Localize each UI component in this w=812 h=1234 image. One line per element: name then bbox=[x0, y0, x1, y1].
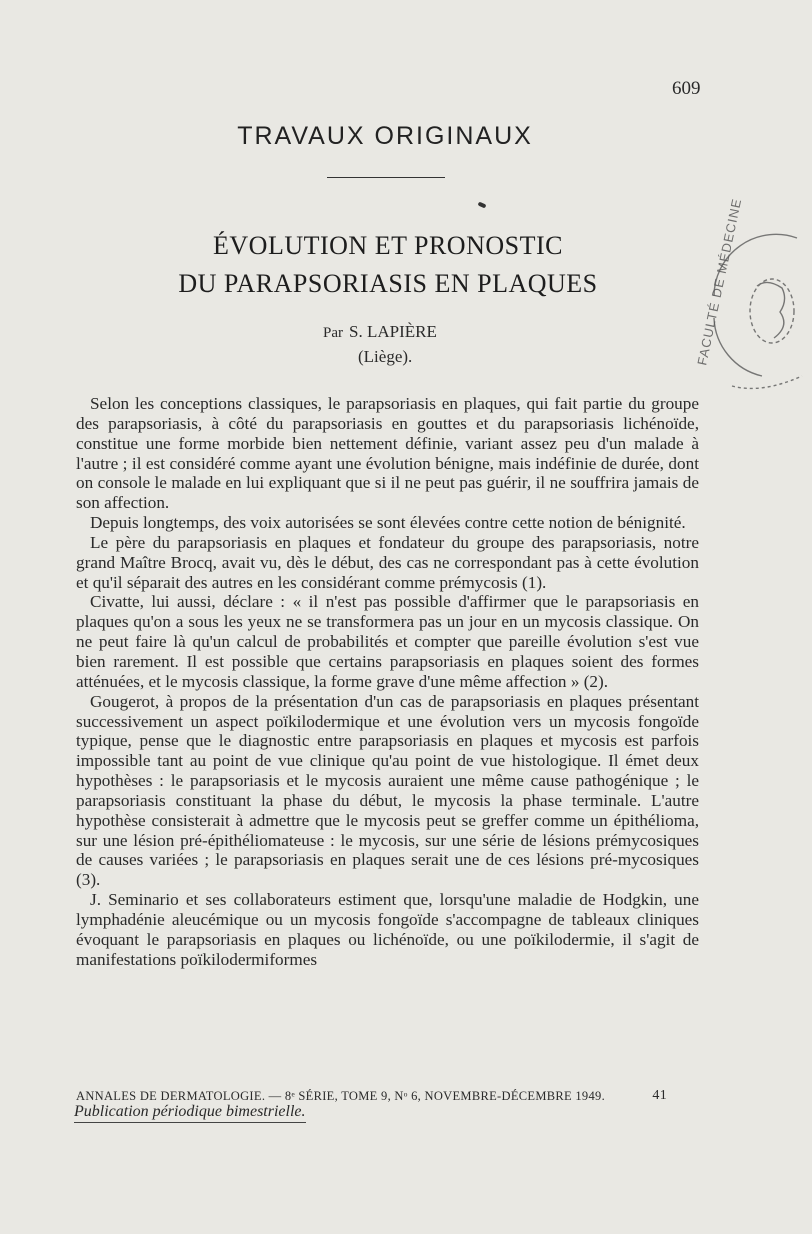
article-title bbox=[0, 227, 776, 303]
article-body bbox=[76, 394, 699, 969]
author-name: S. LAPIÈRE bbox=[349, 322, 437, 341]
title-rule bbox=[327, 177, 445, 178]
article-title-line-1: ÉVOLUTION ET PRONOSTIC bbox=[213, 231, 563, 260]
library-stamp bbox=[694, 196, 812, 394]
publication-note: Publication périodique bimestrielle. bbox=[74, 1103, 306, 1123]
article-title-line-2: DU PARAPSORIASIS EN PLAQUES bbox=[178, 269, 598, 298]
journal-citation: ANNALES DE DERMATOLOGIE. — 8ᵉ SÉRIE, TOME 9, Nᵒ 6, NOVEMBRE-DÉCEMBRE 1949. bbox=[76, 1089, 606, 1103]
journal-footer bbox=[76, 1089, 699, 1104]
byline bbox=[323, 320, 437, 369]
paragraph: Depuis longtemps, des voix autorisées se sont élevées contre cette notion de bénignité. bbox=[90, 513, 686, 533]
sheet-number: 41 bbox=[652, 1088, 667, 1103]
paragraph: Selon les conceptions classiques, le parapsoriasis en plaques, qui fait partie du groupe des parapsoriasis, à côté du parapsoriasis en gouttes et du parapsoriasis lichénoïde, constitue une forme morbide bien nettement définie, variant assez peu d'un malade à l'autre ; il est considéré comme ayant une évolution bénigne, mais indéfinie de durée, dont on console le malade en lui expliquant que si il ne peut pas guérir, il ne souffrira jamais de son affection. bbox=[76, 394, 699, 513]
paragraph: Civatte, lui aussi, déclare : « il n'est pas possible d'affirmer que le parapsoriasis en plaques qu'on a sous les yeux ne se transformera pas un jour en un mycosis classique. On ne peut faire là qu'un calcul de probabilités et compter que pareille évolution s'est vue bien rarement. Il est possible que certains parapsoriasis en plaques soient des formes atténuées, et le mycosis classique, la forme grave d'une même affection » (2). bbox=[76, 592, 699, 691]
byline-label: Par bbox=[323, 325, 343, 341]
ornament-mark bbox=[478, 201, 487, 208]
stamp-text: FACULTÉ DE MÉDECINE bbox=[694, 196, 745, 367]
author-affiliation: (Liège). bbox=[358, 347, 413, 366]
paragraph: Le père du parapsoriasis en plaques et fondateur du groupe des parapsoriasis, notre grand Maître Brocq, avait vu, dès le début, des cas ne correspondant pas à cette évolution et qu'il séparait des autres en les considérant comme prémycosis (1). bbox=[76, 532, 699, 592]
section-title: TRAVAUX ORIGINAUX bbox=[237, 122, 533, 150]
paragraph: J. Seminario et ses collaborateurs estiment que, lorsqu'une maladie de Hodgkin, une lymphadénie aleucémique ou un mycosis fongoïde s'accompagne de tableaux cliniques évoquant le parapsoriasis en plaques ou lichénoïde, ou une poïkilodermie, il s'agit de manifestations poïkilodermiformes bbox=[76, 890, 699, 969]
paragraph: Gougerot, à propos de la présentation d'un cas de parapsoriasis en plaques présentant successivement un aspect poïkilodermique et une évolution vers un mycosis fongoïde typique, pense que le diagnostic entre parapsoriasis en plaques et mycosis est parfois impossible tant au point de vue clinique qu'au point de vue histologique. Il émet deux hypothèses : le parapsoriasis et le mycosis auraient une même cause pathogénique ; le parapsoriasis constituant la phase du début, le mycosis la phase terminale. L'autre hypothèse consisterait à admettre que le mycosis peut se greffer comme un épithélioma, sur une lésion pré-épithéliomateuse : le mycosis, sur une série de lésions prémycosiques de causes variées ; le parapsoriasis en plaques serait une de ces lésions pré-mycosiques (3). bbox=[76, 691, 699, 890]
page-number: 609 bbox=[672, 78, 701, 99]
